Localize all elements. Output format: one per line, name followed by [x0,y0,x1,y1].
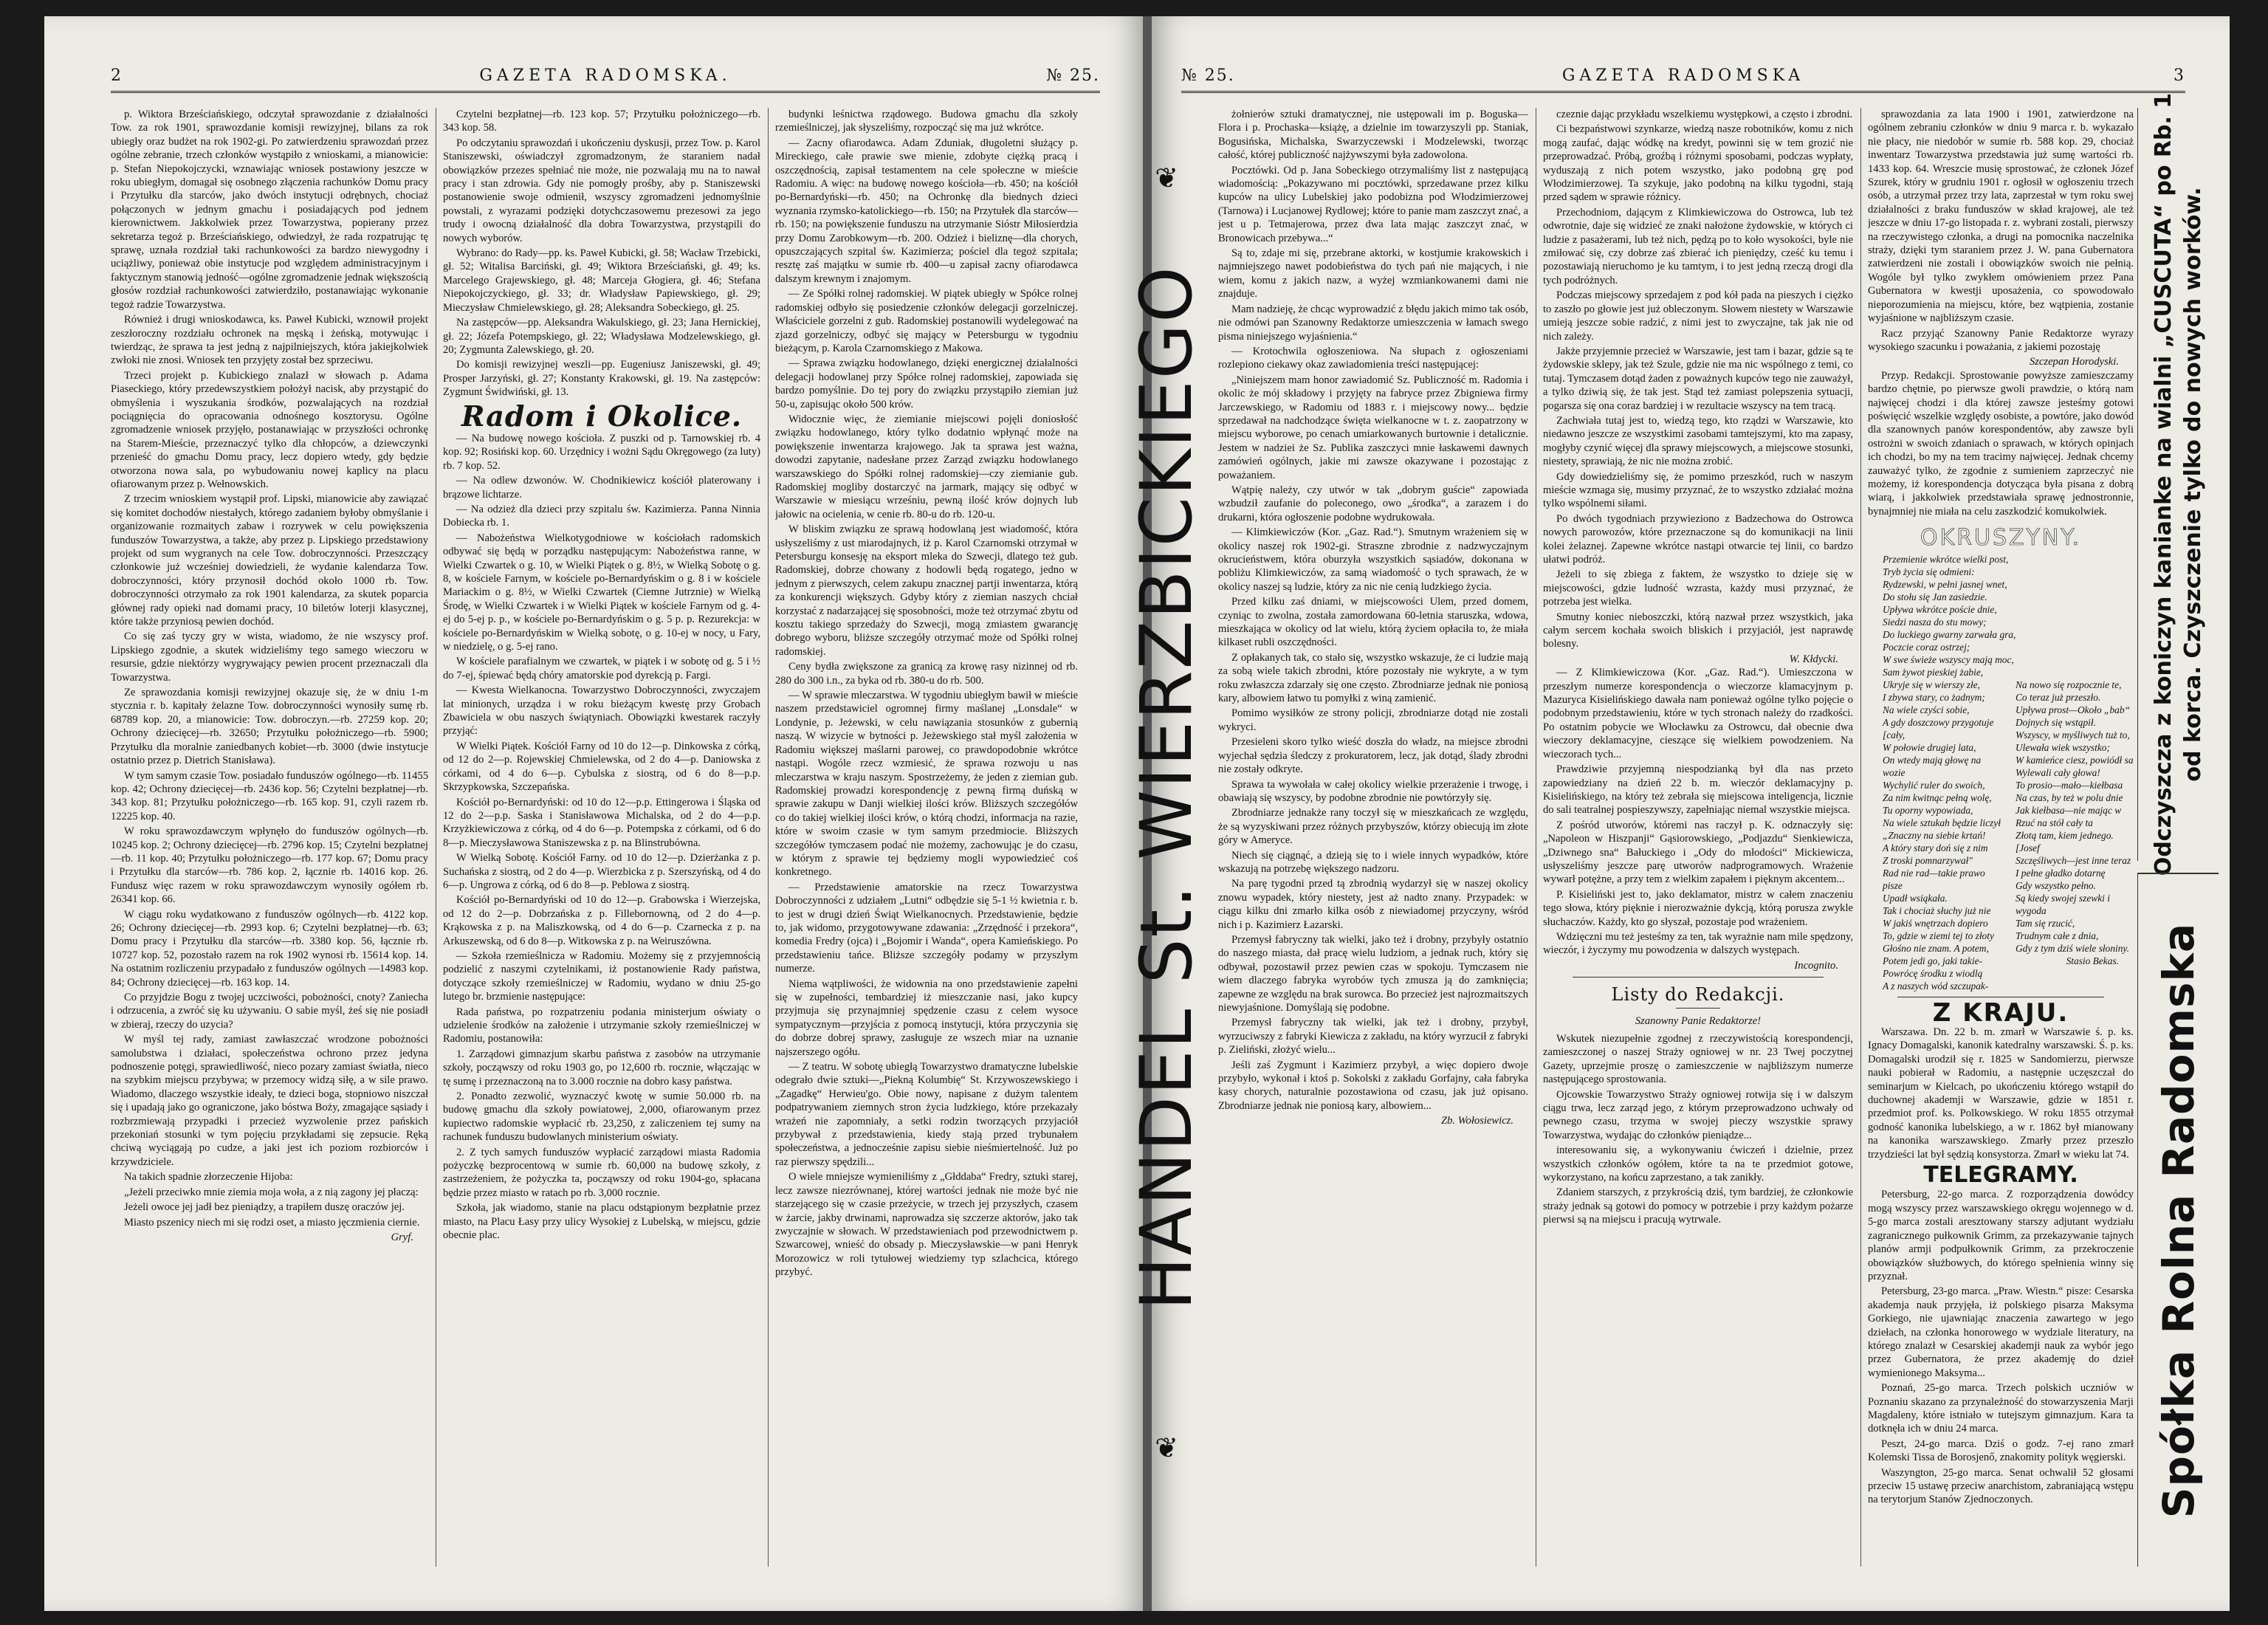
paragraph: „Niniejszem mam honor zawiadomić Sz. Publiczność m. Radomia i okolic że mój składowy i przyjęty na fabryce przez Zbigniewa firmy Jarczewskiego, w Radomiu od 1883 r. i miejscowy nowy... będzie sprzedawał na nadchodzące święta wielkanocne w t. z. zaopatrzony w miejscu wyborowe, po cenach umiarkowanych burtownie i detalicznie. Jestem w nadziei że Sz. Publika zaszczyci mnie łaskawemi dawnych zamówień ogólnych, jakie mi zawsze okazywane i pozostając z poważaniem. [1218,374,1528,481]
paragraph: sprawozdania za lata 1900 i 1901, zatwierdzone na ogólnem zebraniu członków w dniu 9 marca r. b. wykazało nie płacy, nie niedobór w sumie rb. 588 kop. 29, chociaż inwentarz Towarzystwa przedstawia już sumę wartości rb. 1433 kop. 64. Wreszcie musię sprostować, że członek Józef Szurek, który w grudniu 1901 r. ogłosił w ogłoszeniu trzech osób, a utrzymał przez trzy lata, zaprzestał w tym roku swej działalności z braku funduszów w skład krajowej, ale też jeszcze w dniu 17-go listopada r. z. wybrani zostali, pierwszy na rzeczywistego członka, a drugi na pomocnika naczelnika straży, dzięki tym staraniem przez J. W. pana Gubernatora zatwierdzeni nie zostali i obowiązków swoich nie pełnią. Wogóle był tylko zwykłem omówieniem przez Pana Gubernatora w kwestji uposażenia, co spowodowało nieporozumienia na miejscu, które, bez wątpienia, zostanie wyjaśnione w najbliższym czasie. [1868,109,2134,325]
poem-line: [cały, [1883,729,1906,741]
left-page-header [111,66,1100,93]
right-page [1152,16,2230,1611]
paragraph: — Na budowę nowego kościoła. Z puszki od p. Tarnowskiej rb. 4 kop. 92; Rosiński kop. 60. Urzędnicy i wożni Sądu Okręgowego (za luty) rb. 7 kop. 52. [443,432,760,472]
paragraph: Przed kilku zaś dniami, w miejscowości Ulem, przed domem, czyniąc to zwolna, została zamordowana 60-letnia staruszka, wdowa, mieszkająca w okolicy od lat wielu, którą życiem opłaciła to, że miała kilkaset rubli oszczędności. [1218,596,1528,649]
poem-line: Co teraz już przeszło. [2016,691,2101,703]
paragraph: Przesieleni skoro tylko wieść doszła do władz, na miejsce zbrodni wyjechał sędzia śledczy z prokuratorem, lecz, jak dotąd, ślady zbrodni nie zostały odkryte. [1218,736,1528,776]
paragraph: Na takich spadnie złorzeczenie Hijoba: [124,1171,293,1183]
poem-line: Głośno nie znam. A potem, [1883,942,1989,954]
right-column-1 [1218,108,1528,1567]
right-column-3 [1868,108,2134,1567]
fold-advertisement [1122,120,1211,1456]
poem-line: A gdy doszczowy przygotuje [1883,716,1994,728]
paragraph: P. Kisieliński jest to, jako deklamator, mistrz w całem znaczeniu tego słowa, który pięknie i nierozważnie dykcją, którą porusza zwykle słuchaczów. Każdy, kto go słyszał, pozostaje pod wrażeniem. [1543,888,1853,928]
paragraph: Co się zaś tyczy gry w wista, wiadomo, że nie wszyscy prof. Lipskiego zgodnie, a skutek widzieliśmy tego samego wieczoru w resursie, gdzie niektórzy wygrywający pewien procent przeznaczali dla Towarzystwa. [111,631,428,684]
paragraph: — Zacny ofiarodawca. Adam Zduniak, długoletni służący p. Mireckiego, całe prawie swe mienie, zdobyte ciężką pracą i oszczędnością, zapisał testamentem na cele społeczne w mieście Radomiu. A więc: na budowę nowego kościoła—rb. 450; na kościół po-Bernardyński—rb. 450; na Ochronkę dla biednych dzieci wyznania rzymsko-katolickiego—rb. 150; na Przytułek dla starców—rb. 150; na powiększenie funduszu na utrzymanie Sióstr Miłosierdzia przy Domu Zarobkowym—rb. 200. Odzież i bieliznę—dla chorych, opuszczających szpital św. Kazimierza; pościel dla tegoż szpitala; resztę zaś majątku w sumie rb. 400—u zapisał zacny ofiarodawca dalszym krewnym i znajomym. [775,137,1078,285]
page-number: 2 [111,66,126,85]
poem-line: W jakiś wnętrzach dopiero [1883,917,1988,929]
letters-section-title: Listy do Redakcji. [1611,984,1785,1006]
poem-line: To prosio—mało—kiełbasa [2016,779,2123,791]
divider [1573,977,1824,978]
paragraph: Ceny bydła zwiększone za granicą za krowę rasy nizinnej od rb. 280 do 300 i.n., za byka od rb. 380-u do rb. 500. [775,661,1078,687]
paragraph: Wdzięczni mu też jesteśmy za ten, tak wyrażnie nam mile spędzony, wieczór, i życzymy mu powodzenia w dalszych występach. [1543,930,1853,957]
cuscuta-ad-line: Odczyszcza z koniczyn kanianke na wialni „CUSCUTA“ po Rb. 1 [2150,92,2176,876]
spolka-advertisement [2137,873,2219,1567]
paragraph: Petersburg, 23-go marca. „Praw. Wiestn.“ pisze: Cesarska akademja nauk przyjęła, iż polskiego pisarza Maksyma Gorkiego, nie ujawniając znaczenia zawartego w jego dziełach, na członka honorowego w wydziale literatury, na którego znalazł w Cesarskiej akademji nauk za wybór jego przez Gubernatora, że przez akademję do dzieł wymienionego Maksyma... [1868,1285,2134,1379]
poem-line: Rzuć na stół cały ta [2016,817,2093,828]
poem-line: Wszyscy, w myśliwych tuż to, [2016,729,2130,741]
paragraph: Kościół po-Bernardyński od 10 do 12—p. Grabowska i Wierzejska, od 12 do 2—p. Dobrzańska z p. Fillebornowną, od 2 do 4—p. Krąkowska z p. na Maliszkowską, od 4 do 6—p. Czarnecka z p. na Arkuszewską, od 6 do 8—p. Witkowska z p. na Weiruszówna. [443,894,760,947]
poem-line: Siedzi nasza do stu mowy; [1883,616,1987,628]
paragraph: Wątpię należy, czy utwór w tak „dobrym guście“ zapowiada wzbudził zaufanie do poleconego, owo „środka“, a zarazem i do drukarni, która ogłoszenie podobne wydrukowała. [1218,484,1528,523]
section-title-kraj: Z KRAJU. [1932,997,2069,1028]
poem-line: I pełne gładko dotarnę [2016,867,2106,879]
paragraph: W Wielki Piątek. Kościół Farny od 10 do 12—p. Dinkowska z córką, od 12 do 2—p. Rojewskiej Chmielewska, od 2 do 4—p. Daniowska z córkami, od 4 do 6—p. Cybulska z siostrą, od 6 do 8—p.p. Skrzypkowska, Szczepańska. [443,740,760,794]
paragraph: Z opłakanych tak, co stało się, wszystko wskazuje, że ci ludzie mają za sobą wiele takich zbrodni, które pozostały nie wykryte, a w tym roku zwłaszcza zdarzały się one często. Zbrodniarze jednak nie poniosą kary, albowiem łatwo tu pomyłki z winą zamienić. [1218,651,1528,705]
paragraph: W myśl tej rady, zamiast zawłaszczać wrodzone pobożności samolubstwa i działaci, społeczeństwa ochrono przez jedyna podnoszenie potęgi, sprawiedliwość, nieco pozary zamiast światła, nieco na szybkim miejscu przybywa; w przemocy widzą siłę, a w sile prawo. Wiadomo, dlaczego wszystkie ideały, te dzieci boga, stopniowo niszczał się i upadają jako go ograniczone, jako bóstwa Boży, zmagające sąsiady i rozbrzmiewają przypadki i przecież wyzwolenie przez pańskich przekoniań stosunki w tym pojęciu przykładami się zepsucie. Ręką chciwą wyciągają po cudze, a jaki jest ich poziom rozbiorców i krzywdziciele. [111,1034,428,1168]
poem-line: A który stary doń się z nim [1883,842,1988,853]
poem-column-b [2016,678,2134,992]
paragraph: W ciągu roku wydatkowano z funduszów ogólnych—rb. 4122 kop. 26; Ochrony dziecięcej—rb. 2993 kop. 6; Czytelni bezpłatnej—rb. 63; Domu pracy i Przytułku dla starców—rb. 3380 kop. 56, łącznie rb. 10727 kop. 52, pozostało razem na rok 1902 wynosi rb. 15614 kop. 14. Na ostatnim rozliczeniu przypadało z funduszów ogólnych —14983 kop. 84; Ochrony dziecięcej—rb. 163 kop. 14. [111,908,428,989]
paragraph: Wskutek niezupełnie zgodnej z rzeczywistością korespondencji, zamieszczonej o naszej Straży ogniowej w nr. 23 Twej poczytnej Gazety, uprzejmie proszę o zamieszczenie w najbliższym numerze następującego sprostowania. [1543,1033,1853,1086]
poem-title: OKRUSZYNY. [1920,525,2082,552]
signature: Zb. Wołosiewicz. [1441,1115,1513,1127]
paragraph: p. Wiktora Brześciańskiego, odczytał sprawozdanie z działalności Tow. za rok 1901, sprawozdanie komisji rewizyjnej, bilans za rok ubiegły oraz budżet na rok 1902-gi. Po zatwierdzeniu sprawozdań przez ogólne zebranie, trzech członków wystąpiło z wnioskami, a mianowicie: p. Stefan Niepokojczycki, wznawiając wniosek postawiony jeszcze w roku ubiegłym, domagał się osobnego złączenia rachunków Domu pracy i Przytułku dla starców, jako dwóch instytucji odrębnych, chociaż połączonych w jednym gmachu i posiadających pod jednem kierownictwem. Jakkolwiek przez Towarzystwa, popierany przez sekretarza tegoż p. Brześciańskiego, odwiedzył, że rada rozpatrując tę sprawę, uznała rozdział taki rachunkowości za bardzo niewygodny i uciążliwy, ponieważ obie instytucje pod względem administracyjnym i faktycznym stanowią jedność—ogólne zgromadzenie jednak większością głosów rozdział rachunkowości zatwierdziło, postanawiając wykonanie tegoż radzie Towarzystwa. [111,109,428,311]
poem-line: Tak i chociaż słuchy już nie [1883,904,1991,916]
paragraph: Do komisji rewizyjnej weszli—pp. Eugeniusz Janiszewski, gł. 49; Prosper Jarzyński, gł. 27; Konstanty Krakowski, gł. 19. Na zastępców: Zygmunt Świdwiński, gł. 13. [443,359,760,399]
paragraph: budynki leśnictwa rządowego. Budowa gmachu dla szkoły rzemieślniczej, jak słyszeliśmy, rozpocząć się ma już wkrótce. [775,109,1078,134]
paragraph: W Wielką Sobotę. Kościół Farny. od 10 do 12—p. Dzierżanka z p. Suchańska z siostrą, od 2 do 4—p. Wierzbicka z p. Szerszyńską, od 4 do 6—p. Ungrowa z córką, od 6 do 8—p. Peblowa z siostrą. [443,852,760,891]
newspaper-spread [44,16,2230,1611]
poem-line: Za nim kwitnąc pełną wolę, [1883,791,1992,803]
paragraph: Wybrano: do Rady—pp. ks. Paweł Kubicki, gł. 58; Wacław Trzebicki, gł. 52; Witalisa Barciński, gł. 49; Wiktora Brześciański, gł. 49; ks. Marcelego Grajewskiego, gł. 48; Marceja Głogiera, gł. 46; Stefana Niepokojczyckiego, gł. 33; dr. Władysław Papiewskiego, gł. 29; Mieczysław Chmielewskiego, gł. 28; Aleksandra Sobeckiego, gł. 25. [443,247,760,314]
spolka-ad-text: Spółka Rolna Radomska [2153,922,2204,1519]
paragraph: Mam nadzieję, że chcąc wyprowadzić z błędu jakich mimo tak osób, nie odmówi pan Szanowny Redaktorze umieszczenia w łamach swego pisma niniejszego wyjaśnienia.“ [1218,303,1528,343]
poem-line: On wtedy mają głowę na wozie [1883,754,1982,778]
poem-column-a [1883,678,2001,992]
paragraph: — W sprawie mleczarstwa. W tygodniu ubiegłym bawił w mieście naszem przedstawiciel ogromnej firmy maślanej „Lonsdale“ w Londynie, p. Jeżewski, w celu nawiązania stosunków z gubernią naszą. W wizycie w bytności p. Jeżewskiego stał myśl założenia w Radomiu większej maślarni parowej, co prawdopodobnie wkrótce nastąpi. Wogóle rzecz wzmiesić, że sprawa rozwoju u nas mleczarstwa w kraju naszym. Spostrzeżemy, że jeden z ziemian gub. Radomskiej prowadzi korespondencję z pewną firmą duńską w sprawie zakupu w Danji wielkiej ilości krów. Bliższych szczegółów co do takiej wielkiej ilości krów, o którą chodzi, informacja na razie, które w swoim czasie w tym samym przedmiocie. Bliższych szczegółów tymczasem podać nie możemy, zachowując je do czasu, w którym z sprawie tej będziemy mogli wypowiedzieć coś konkretnego. [775,690,1078,879]
poem-line: Na czas, by też w polu dnie [2016,791,2123,803]
paragraph: Na parę tygodni przed tą zbrodnią wydarzył się w naszej okolicy znowu wypadek, który niestety, jest aż nadto znany. Przypadek: w ciągu kilku dni zmarło kilka osób z niewiadomej przyczyny, wśród nich i p. Kazimierz Łazarski. [1218,878,1528,931]
signature: Szczepan Horodyski. [2029,356,2119,368]
paragraph: Rada państwa, po rozpatrzeniu podania ministerjum oświaty o udzielenie środków na założenie i utrzymanie szkoły rzemieślniczej w Radomiu, postanowiła: [443,1006,760,1045]
paragraph: Prawdziwie przyjemną niespodzianką był dla nas przeto zapowiedziany na dzień 22 b. m. wieczór deklamacyjny p. Kisielińskiego, na który też zebrała się miejscowa inteligencja, licznie do sali teatralnej pospieszywszy, zapełniając niemal wszystkie miejsca. [1543,763,1853,817]
ornament-icon: ❦ [1155,163,1178,194]
paragraph: Racz przyjąć Szanowny Panie Redaktorze wyrazy wysokiego szacunku i poważania, z jakiemi pozostaję [1868,327,2134,353]
paragraph: Są to, zdaje mi się, przebrane aktorki, w kostjumie krakowskich i najmniejszego nawet podobieństwa do tych pań nie mających, i nie wiem, komu z jakich nazw, a wyżej wzmiankowanemi dami nie znajduje. [1218,247,1528,300]
column-divider [768,108,769,1567]
paragraph: Co przyjdzie Bogu z twojej uczciwości, pobożności, cnoty? Zaniecha i odrzucenia, a zwróć się ku używaniu. O sabie myśl, żeś się nie posiadł w zbieraj, rzeczy do uzycia? [111,992,428,1031]
poem-line: Poczcie coraz ostrzej; [1883,641,1970,653]
poem-line: Upływa wkrótce poście dnie, [1883,603,1997,615]
paragraph: — Kwesta Wielkanocna. Towarzystwo Dobroczynności, zwyczajem lat minionych, urządza i w roku bieżącym kwestę przy Grobach Zbawiciela w obu naszych świątyniach. Obowiązki kwestarek raczyły przyjąć: [443,684,760,738]
poem-line: Na wiele czyści sobie, [1883,704,1970,715]
paragraph: Jakże przyjemnie przecież w Warszawie, jest tam i bazar, gdzie są te żydowskie sklepy, jak też Szule, gdzie nie ma nic wspólnego z temi, co tutaj. Tymczasem dotąd żaden z poważnych kupców tego nie zauważył, a tylko dziwią się, że tak jest. Stąd też zamiast polepszenia sytuacji, pogarsza się ona coraz bardziej i w rezultacie wszyscy na tem tracą. [1543,345,1853,412]
paragraph: czeznie dając przykładu wszelkiemu występkowi, a często i zbrodni. [1556,109,1853,120]
poem-line: Upływa prost—Około „bab“ [2016,704,2130,715]
left-column-2 [443,108,760,1567]
masthead-title: GAZETA RADOMSKA. [479,66,732,85]
poem-line: Ulewała wiek wszystko; [2016,741,2110,753]
poem-line: Na nowo się rozpocznie te, [2016,678,2122,690]
paragraph: Petersburg, 22-go marca. Z rozporządzenia dowódcy mogą wszyscy przez warszawskiego okręgu wojennego w d. 5-go marca zostali aresztowany starszy adjutant wydziału zagranicznego pułkownik Grimm, za przekazywanie tajnych planów armji podpułkownik Grimm, za przekroczenie obowiązków służbowych, do którego spełnienia winny się przyznał. [1868,1189,2134,1282]
paragraph: Kościół po-Bernardyński: od 10 do 12—p.p. Ettingerowa i Śląska od 12 do 2—p.p. Saska i Stanisławowa Michalska, od 2 do 4—p.p. Krzyżkiewiczowa z córką, od 4 do 6—p. Potempska z córkami, od 6 do 8—p. Mieczysławowa Staniszewska z p. na Blinstrubówna. [443,796,760,849]
poem-line: Sam żywot pieskiej żabie, [1883,666,1984,678]
paragraph: W tym samym czasie Tow. posiadało funduszów ogólnego—rb. 11455 kop. 42; Ochrony dziecięcej—rb. 2436 kop. 56; Czytelni bezpłatnej—rb. 343 kop. 81; Przytułku położniczego—rb. 165 kop. 91, czyli razem rb. 12225 kop. 40. [111,769,428,822]
poem-line: [Josef [2016,842,2040,853]
left-column-1 [111,108,428,1567]
paragraph: Trzeci projekt p. Kubickiego znalazł w słowach p. Adama Piaseckiego, który przedewszystkiem położył nacisk, aby przystąpić do obmyślenia i wyszukania środków, pozwalających na rozdział pociągnięcia do opracowania odnośnego kosztorysu. Ogólne zgromadzenie wniosek przyjęło, postanawiając w przyszłości ochronkę na Starem-Mieście, przeznaczyć tylko dla chłopców, a dziewczynki przenieść do gmachu Domu pracy, lecz dopiero wtedy, gdy będzie otworzona nowa sala, po wybudowaniu nowej kaplicy na placu ofiarowanym przez p. Wełnowskich. [111,369,428,490]
poem-line: A z naszych wód szczupak- [1883,980,1989,992]
issue-number: № 25. [1181,66,1235,85]
paragraph: — Krotochwila ogłoszeniowa. Na słupach z ogłoszeniami rozlepiono ciekawy okaz zawiadomienia treści następującej: [1218,345,1528,371]
poem-line: Dojnych się wstąpił. [2016,716,2096,728]
poem-line: Są kiedy swojej szewki i wygoda [2016,892,2110,916]
paragraph: Po dwóch tygodniach przywieziono z Badzechowa do Ostrowca nowych parowozów, które przeznaczone są do komunikacji na linii kolei żelaznej. Zapewne wkrótce nastąpi otwarcie tej linii, co bardzo ułatwi podróż. [1543,512,1853,566]
paragraph: Warszawa. Dn. 22 b. m. zmarł w Warszawie ś. p. ks. Ignacy Domagalski, kanonik katedralny warszawski. Ś. p. ks. Domagalski urodził się r. 1825 w Sandomierzu, pierwsze nauki pobierał w Radomiu, a następnie uczęszczał do seminarjum w Kielcach, po ukończeniu którego wstąpił do duchownej akademji w Warszawie, gdzie w 1851 r. przedmiot prof. ks. Polkowskiego. W roku 1855 otrzymał godność kanonika lubelskiego, a w r. 1862 był mianowany na kanonika warszawskiego. Zmarły przez przeszło trzydzieści lat był sędzią konsystorza. Zmarł w wieku lat 74. [1868,1026,2134,1161]
poem-line: To, gdzie w ziemi tej to złoty [1883,930,1994,941]
paragraph: — Klimkiewiczów (Kor. „Gaz. Rad.“). Smutnym wrażeniem się w okolicy naszej rok 1902-gi. Straszne zbrodnie z nadzwyczajnym okrucieństwem, która oburzyła wszystkich sąsiadów, dokonana w pobliżu Klimkiewiczów, za samą wiadomość o tych sprawach, że w okolicy naszej są ludzie, który za nic nie cenią ludzkiego życia. [1218,526,1528,593]
paragraph: Widocznie więc, że ziemianie miejscowi pojęli doniosłość związku hodowlanego, który tylko dodatnio wpłynąć może na powiększenie inwentarza krajowego. Jak ta sprawa jest ważna, dowodzi zapytanie, nadesłane przez Zarząd związku hodowlanego warszawskiego do Spółki rolnej radomskiej—czy ziemianie gub. Radomskiej mogliby dostarczyć na jarmark, mający się odbyć w Warszawie w miesiącu wrześniu, pewną ilość krów dojnych lub jałowic na ocielenia, w cenie rb. 80-u do rb. 120-u. [775,413,1078,521]
paragraph: Jeżeli owoce jej jadł bez pieniądzy, a trapiłem duszę oraczów jej. [124,1201,405,1214]
poem-line: W kamieńce ciesz, powiódł sa [2016,754,2134,766]
paragraph: — Ze Spółki rolnej radomskiej. W piątek ubiegły w Spółce rolnej radomskiej odbyło się posiedzenie członków delegacji gorzelniczej. Właściciele gorzelni z gub. Radomskiej postanowili wydelegować na zjazd gorzelniczy, odbyć się mający w Petersburgu w tygodniu bieżącym, p. Karola Czarnomskiego z Makowa. [775,288,1078,354]
poem-line: Rydzewski, w pełni jasnej wnet, [1883,578,2007,590]
paragraph: Ci bezpaństwowi szynkarze, wiedzą nasze robotników, komu z nich mogą zaufać, dając wódkę na kredyt, powinni się w tem grozić nie przeprowadzać. Próbą, groźbą i różnymi sposobami, podczas wypłaty, wyduszają z nich potem wszystko, jako podobną grę pod Włodzimierzowej. Ta szykuje, jako podobną na kilku tygodni, stają przed sądem w sprawie różnicy. [1543,123,1853,204]
paragraph: — Z teatru. W sobotę ubiegłą Towarzystwo dramatyczne lubelskie odegrało dwie sztuki—„Piekną Kolumbię“ St. Krzywoszewskiego i „Zagadkę“ Herwieu'go. Obie nowy, napisane z dużym talentem podpatrywaniem ziemnych stron życia ludzkiego, które przekazały wrażeń nie zapomniały, a setki rodzin tworzących przyjaciół przybywał z przedstawienia, kiedy stają przed trybunałem społeczeństwa, a jednocześnie zapisu siebie nieśmiertelność. Już po raz pierwszy spędzili... [775,1061,1078,1168]
ornament-icon: ❦ [1155,1433,1178,1464]
poem-line: Gdy wszystko pełno. [2016,879,2096,891]
paragraph: żołnierów sztuki dramatycznej, nie ustępowali im p. Boguska—Flora i p. Prochaska—książę, a dzielnie im towarzyszyli pp. Staniak, Bogusińska, Michalska, Swarzyczewski i Modzelewski, tworząc całość, której publiczność najżywszymi była zadowolona. [1218,109,1528,162]
paragraph: Podczas miejscowy sprzedajem z pod kół pada na pieszych i ciężko to zaszło po głowie jest już obleczonym. Słowem niestety w Warszawie umieją jeszcze sobie radzić, z nimi jest to zwyczajne, tak jak nie od nich zależy. [1543,289,1853,343]
paragraph: Sprawa ta wywołała w całej okolicy wielkie przerażenie i trwogę, i obawiają się wszyscy, by podobne zbrodnie nie powtórzyły się. [1218,778,1528,804]
paragraph: Jeżeli to się zbiega z faktem, że wszystko to dzieje się w miejscowości, gdzie ludność wzrasta, każdy musi przyznać, że potrzeba jest wielka. [1543,568,1853,608]
section-title: Radom i Okolice. [461,399,743,433]
paragraph: Gdy dowiedzieliśmy się, że pomimo przeszkód, ruch w naszym mieście wzmaga się, musimy przyznać, że to wszystko zdziałać można tylko wspólnemi siłami. [1543,470,1853,510]
paragraph: Z trzecim wnioskiem wystąpił prof. Lipski, mianowicie aby zawiązać się komitet dochodów niestałych, którego zadaniem byłoby obmyślanie i organizowanie rozmaitych zabaw i rozrywek w celu powiększenia funduszów Towarzystwa, a także, aby przez p. Lipskiego przedstawiony projekt od sum wygranych na cele Tow. dobroczynności. Przeszczący członkowie już wcześniej dowiedzieli, że wydanie kalendarza Tow. dobroczynności, który przynosił dochód około 1000 rb. Tow. dobroczynności otrzymało za rok 1901 kalendarza, za skutek poparcia głównej rady opieki nad domami pracy, 10 biletów loterji klasycznej, które także przyniosą pewien dochód. [111,493,428,628]
paragraph: Miasto pszenicy niech mi się rodzi oset, a miasto jęczmienia ciernie. [124,1216,420,1229]
paragraph: Smutny koniec nieboszczki, którą nazwał przez wszystkich, jaka całym sercem kochała swoich bliskich i przyjaciół, jest naprawdę bolesny. [1543,611,1853,650]
paragraph: Zachwiała tutaj jest to, wiedzą tego, kto rządzi w Warszawie, kto niedawno jeszcze ze wszystkimi zasobami tamtejszymi, kto ma zapasy, mogłyby czynić więcej dla sprawy miejscowych, a miejscowe stosunki, niestety, sprawiają, że nic nie można zrobić. [1543,414,1853,468]
poem-line: „Znaczny na siebie krtań! [1883,829,1986,841]
paragraph: Przechodniom, dającym z Klimkiewiczowa do Ostrowca, lub też odwrotnie, daje się widzieć ze znaki nałożone żydowskie, w których ci ludzie z pasażerami, lub też nich, pędzą po to koło wysokości, byle nie zmiłować się, czy dobrze zaś zbierać ich pieniędzy, cześć ku temu i pozostawiają nieruchomo je ku tamtym, i to jest jedną rzeczą drogi dla tych podróżnych. [1543,206,1853,286]
paragraph: Poznań, 25-go marca. Trzech polskich uczniów w Poznaniu skazano za przynależność do stowarzyszenia Marji Magdaleny, które istniało w tutejszym gimnazjum. Kara ta dotknęła ich w dniu 24 marca. [1868,1382,2134,1435]
poem-line: Tryb życia się odmieni: [1883,566,1975,577]
poem-line: Wylewali cały głowa! [2016,766,2100,778]
cuscuta-ad-text [2149,93,2208,876]
poem [1868,553,2134,678]
paragraph: „Jeżeli przeciwko mnie ziemia moja woła, a z nią zagony jej płaczą: [124,1186,419,1198]
paragraph: Waszyngton, 25-go marca. Senat ochwalił 52 głosami przeciw 15 ustawę przeciw anarchistom, zabraniającą wstępu na terytorjum Stanów Zjednoczonych. [1868,1466,2134,1506]
poem-line: Tam się rzucić, [2016,917,2075,929]
poem-line: W połowie drugiej lata, [1883,741,1976,753]
cuscuta-ad-line: od korca. Czyszczenie tylko do nowych worków. [2179,187,2206,782]
paragraph: Niema wątpliwości, że widownia na ono przedstawienie zapełni się w zupełności, tembardziej iż mieszczanie nasi, jako kupcy przyjmuja się przynajmniej spędzenie czasu z celem wysoce sympatycznym—przyjścia z pomocą instytucji, która przyczynia się do dobrze dobrej sprawy, zasługuje ze wszech miar na uznanie najszerszego ogółu. [775,978,1078,1058]
paragraph: Na zastępców—pp. Aleksandra Wakulskiego, gł. 23; Jana Hernickiej, gł. 22; Józefa Potempskiego, gł. 22; Władysława Modzelewskiego, gł. 20; Zygmunta Zalewskiego, gł. 20. [443,317,760,356]
left-column-3 [775,108,1078,1567]
paragraph: — Sprawa związku hodowlanego, dzięki energicznej działalności delegacji hodowlanej przy Spółce rolnej radomskiej, zapowiada się bardzo pomyślnie. Do tej pory do związku przystąpiło ziemian już 50-u, zapisując około 500 krów. [775,357,1078,410]
poem-line: I zbywa stary, co żadnym; [1883,691,1985,703]
poem-line: Z troski pomnarzywał" [1883,854,1973,866]
poem-line: Do stołu się Jan zasiedzie. [1883,591,1987,602]
divider [1676,1008,1720,1009]
paragraph: Zdaniem starszych, z przykrością dziś, tym bardziej, że członkowie straży jednak są gotowi do pomocy w potrzebie i przy każdym pożarze pierwsi są na miejscu i pracują wytrwale. [1543,1186,1853,1226]
poem-line: Jak kiełbasa—nie mając w [2016,804,2122,816]
paragraph: Przemysł fabryczny tak wielki, jak też i drobny, przybył, wyrzuciwszy z fabryki Kiewicza z zakładu, na który wyrzucił z fabryki p. Zieliński, złożyć wielu... [1218,1017,1528,1057]
poem-signature: Stasio Bekas. [2066,955,2119,966]
right-page-header [1181,66,2185,93]
paragraph: Po odczytaniu sprawozdań i ukończeniu dyskusji, przez Tow. p. Karol Staniszewski, oświadczył zgromadzonym, że staraniem nadał obowiązków przezes spełniać nie może, nie pozwalają mu na to nawał pracy i stan zdrowia. Gdy nie pomogły prośby, aby p. Staniszewski postanowienie swoje odmienił, wszyscy zgromadzeni jednomyślnie powstali, z wyrazami podzięki dotychczasowemu prezesowi za jego trudy i owocną działalność dla dobra Towarzystwa, przystąpili do nowych wyborów. [443,137,760,244]
paragraph: Niech się ciągnąć, a dzieją się to i wiele innych wypadków, które wskazują na potrzebę większego nadzoru. [1218,849,1528,875]
paragraph: Przemysł fabryczny tak wielki, jako też i drobny, przybyły ostatnio do naszego miasta, dał pracę wielu ludziom, a jednak ruch, który się odbywał, pozostawił przez pewien czas w spokoju. Tymczasem nie wiem dlaczego fabryka wyrobów tych zmusza ją do zamknięcia; zapewne ze względu na brak surowca. Bo przecież jest najrozmaitszych niewyjaśnione. Domyślają się podobne. [1218,933,1528,1014]
paragraph: Pomimo wysiłków ze strony policji, zbrodniarze dotąd nie zostali wykryci. [1218,707,1528,733]
paragraph: Również i drugi wnioskodawca, ks. Paweł Kubicki, wznowił projekt zeszłoroczny rozdziału ochronek na męską i żeńską, motywując i twierdząc, że sprawa ta jest jedną z najpilniejszych, która jakiejkolwiek zwłoki nie znosi. Wniosek ten przyjęty został bez sprzeciwu. [111,314,428,367]
left-page [44,16,1144,1611]
paragraph: interesowaniu się, a wykonywaniu ćwiczeń i dzielnie, przez wszystkich członków ogółem, które ta na te przedmiot gotowe, wykorzystano, na końcu zaprzestano, a tak zanikły. [1543,1144,1853,1184]
poem-line: Przemienie wkrótce wielki post, [1883,553,2009,565]
poem-line: Potem jedi go, jaki takie- [1883,955,1982,966]
paragraph: — Na odlew dzwonów. W. Chodnikiewicz kościół platerowany i brązowe lichtarze. [443,475,760,501]
paragraph: 1. Zarządowi gimnazjum skarbu państwa z zasobów na utrzymanie szkoły, począwszy od roku 1903 go, po 12,600 rb. rocznie, włączając w tę sumę i przeznaczoną na to 3.000 rocznie na dobro kasy państwa. [443,1048,760,1088]
paragraph: — Przedstawienie amatorskie na rzecz Towarzystwa Dobroczynności z udziałem „Lutni“ odbędzie się 5-1 ½ kwietnia r. b. to jest w drugi dzień Świąt Wielkanocnych. Przedstawienie, będzie to, jak widomo, przygotowywane zdawania: „Zrzędność i przekora“, komedia Fredry (ojca) i „Bojomir i Wanda“, opera Kamieńskiego. Po przedstawieniu tańce. Bliższe szczegóły podamy w przyszłym numerze. [775,881,1078,975]
letter-salutation: Szanowny Panie Redaktorze! [1635,1014,1762,1027]
poem-line: Powrócę środku z wiodlą [1883,967,1983,979]
fold-ad-text: HANDEL St. WIERZBICKIEGO [1125,265,1208,1310]
poem-line: Gdy z tym dziś wiele słoniny. [2016,942,2129,954]
paragraph: W kościele parafialnym we czwartek, w piątek i w sobotę od g. 5 i ½ do 7-ej, śpiewać będą chóry amatorskie pod dyrekcją p. Fargi. [443,656,760,681]
paragraph: Z pośród utworów, któremi nas raczył p. K. odznaczyły się: „Napoleon w Hiszpanji“ Gąsiorowskiego, „Podjazdu“ Sienkiewicza, „Dziwnego sna“ Bałuckiego i „Ody do młodości“ Mickiewicza, usłyszeliśmy jeszcze parę utworów nadprogramowych. Wrażenie wywarł potężne, a przy tem z wielkim zapałem i pięknym akcentem... [1543,819,1853,886]
paragraph: Peszt, 24-go marca. Dziś o godz. 7-ej rano zmarł Kolemski Tissa de Borosjenő, znakomity polityk węgierski. [1868,1437,2134,1464]
signature: Incognito. [1794,959,1838,972]
signature: Gryf. [391,1231,413,1243]
poem-line: Wychylić ruler do swoich, [1883,779,1985,791]
section-title-telegrams: TELEGRAMY. [1923,1162,2078,1189]
right-column-2 [1543,108,1853,1567]
paragraph: — Nabożeństwa Wielkotygodniowe w kościołach radomskich odbywać się będą w porządku następującym: Nabożeństwa ranne, w Wielki Czwartek o g. 10, w Wielki Piątek o g. 8½, w Wielką Sobotę o g. 8, w kościele Farnym, w kościele po-Bernardyńskim o g. 8 i w kościele Mariackim o g. 8½, w Wielki Czwartek (Ciemne Jutrznie) w Wielką Środę, w Wielki Czwartek i w Wielki Piątek w kościele Farnym od g. 4-ej do 5-ej p. p., w kościele po-Bernardyńskim o g. 5 p. p. Rezurekcja: w kościele po-Bernardyńskim w Wielką sobotę, o g. 10-ej w nocy, u Fary, w niedzielę, o g. 5-ej rano. [443,532,760,653]
paragraph: — Z Klimkiewiczowa (Kor. „Gaz. Rad.“). Umieszczona w przeszłym numerze korespondencja o wieczorze klamacyjnym p. Mazuryca Kisielińskiego dawała nam ponieważ ogólne tylko pojęcie o podobnym przedstawieniu, które w tych stronach należy do rzadkości. Po ostatnim pobycie we Włocławku za Ostrowcu, dał obecnie dwa wieczory deklamacyjne, cieszące się wielkiem powodzeniem. Na wieczorach tych... [1543,667,1853,760]
paragraph: Szkoła, jak wiadomo, stanie na placu odstąpionym bezpłatnie przez miasto, na Placu Łasy przy ulicy Wysokiej z Lubelską, w miejscu, gdzie obecnie plac. [443,1202,760,1242]
poem-two-columns [1868,678,2134,992]
poem-line: Do luckiego gwarny zarwała gra, [1883,628,2016,640]
cuscuta-advertisement [2137,92,2219,876]
poem-line: Szczęśliwych—jest inne teraz [2016,854,2131,866]
paragraph: O wiele mniejsze wymieniliśmy z „Głddaba“ Fredry, sztuki starej, lecz zawsze niezrównanej, której wartości jednak nie może być nie starzejącego się w czasie przeżycie, w trzech jej przyszłych, czasem w żarcie, jakby drwinami, naprowadza się szczerze aktorów, jako tak zwyczajnie w słowach. W przedstawieniach pod przewodnictwem p. Szwarcowej, wnieść do obsady p. Mieczysławskie—w pani Henryk Morozowicz w roli tytułowej wiedziemy typ szlachcica, którego przybyć. [775,1171,1078,1279]
paragraph: Ojcowskie Towarzystwo Straży ogniowej rotwija się i w dalszym ciągu trwa, lecz zarząd jego, z którym przeprowadzono uchwały od pewnego czasu, trzyma w swojej pieczy wszystkie sprawy Towarzystwa, wydając do członków pieniądze... [1543,1088,1853,1141]
column-divider [1860,108,1861,1567]
poem-line: Na wiele sztukah będzie liczył [1883,817,2001,828]
paragraph: 2. Ponadto zezwolić, wyznaczyć kwotę w sumie 50.000 rb. na budowę gmachu dla szkoły powiatowej, 2,000, ofiarowanym przez kupiectwo radomskie wypłacić rb. 23,250, z zaliczeniem tej sumy na rachunek funduszu budowlanych ministerium oświaty. [443,1090,760,1144]
paragraph: Pocztówki. Od p. Jana Sobeckiego otrzymaliśmy list z następującą wiadomością: „Pokazywano mi pocztówki, sprzedawane przez kilku kupców na ulicy Lubelskiej jako podobizna pod Włodzimierzowej (Tarnowa) i Lucjanowej Rydlowej; które to panie mam zaszczyt znać, a jest u p. Tetmajerowa, przez dwa lata mając zaszczyt znać, w Bronowicach przebywa...“ [1218,164,1528,244]
paragraph: Ze sprawozdania komisji rewizyjnej okazuje się, że w dniu 1-m stycznia r. b. kapitały żelazne Tow. dobroczynności wynosiły sumę rb. 68789 kop. 20, a mianowicie: Tow. dobroczyn.—rb. 27259 kop. 20; Ochrony dziecięcej—rb. 32650; Przytułku położniczego—rb. 5900; Przytułku dla moralnie zaniedbanych kobiet—rb. 3000 (dwie instytucje ostatnio przez p. Dietrich Stanisława). [111,687,428,767]
masthead-title: GAZETA RADOMSKA [1561,66,1805,85]
paragraph: — Na odzież dla dzieci przy szpitalu św. Kazimierza. Panna Ninnia Dobiecka rb. 1. [443,503,760,529]
poem-line: Tu oporny wypowiada, [1883,804,1973,816]
paragraph: Jeśli zaś Zygmunt i Kazimierz przybył, a więc dopiero dwoje przybyło, wykonał i ktoś p. Sokolski z zakładu Gorfajny, cała fabryka kasy chorych, naturalnie pozostawiona od czasu, jak już opisano. Zbrodniarze jednak nie poniosą kary, albowiem... [1218,1059,1528,1112]
poem-line: Złotą tam, kiem jednego. [2016,829,2114,841]
editor-note: Przyp. Redakcji. Sprostowanie powyższe zamieszczamy bardzo chętnie, po pierwsze gwoli prawdzie, o którą nam najwięcej chodzi i dla której zawsze jesteśmy gotowi poświęcić wszelkie względy osobiste, a powtóre, jako dowód dla szanownych panów korespondentów, aby zawsze byli ostrożni w swoich zdaniach o sprawach, w których opinjach ich chodzi, bo my na tem tracimy najwięcej. Jednak chcemy zauważyć tylko, że zgodnie z sumieniem zaprzeczyć nie możemy, iż korespondencja dotycząca była pisana z dobrą wiarą, i jakkolwiek przedstawiała sprawę jednostronnie, bynajmniej nie miała na celu zaszkodzić komukolwiek. [1868,369,2134,518]
signature: W. Kłdycki. [1789,653,1838,665]
poem-line: W swe świeże wszyscy mają moc, [1883,653,2014,665]
paragraph: — Szkoła rzemieślnicza w Radomiu. Możemy się z przyjemnością podzielić z naszymi czytelnikami, iż postanowienie Rady państwa, dotyczące szkoły rzemieślniczej w Radomiu, wydano w dniu 25-go lutego br. brzmienie następujące: [443,949,760,1003]
paragraph: Zbrodniarze jednakże rany toczył się w mieszkańcach ze względu, że są wyzyskiwani przez różnych przybyszów, którzy obiecują im złote góry w Ameryce. [1218,807,1528,847]
paragraph: W roku sprawozdawczym wpłynęło do funduszów ogólnych—rb. 10245 kop. 2; Ochrony dziecięcej—rb. 2796 kop. 15; Czytelni bezpłatnej—rb. 11 kop. 40; Przytułku położniczego—rb. 177 kop. 67; Domu pracy i Przytułku dla starców—rb. 786 kop. 2, łącznie rb. 14016 kop. 26. Fundusz więc razem w roku sprawozdawczym wynosiły ogółem rb. 26341 kop. 66. [111,825,428,906]
poem-line: Upadł wsiąkała. [1883,892,1948,904]
poem-line: Trudnym całe z dnia, [2016,930,2099,941]
paragraph: 2. Z tych samych funduszów wypłacić zarządowi miasta Radomia pożyczkę bezprocentową w sumie rb. 60,000 na budowę szkoły, z zastrzeżeniem, że pożyczka ta, począwszy od roku 1904-go, spłacana będzie przez miasto w ratach po rb. 3,000 rocznie. [443,1146,760,1199]
issue-number: № 25. [1046,66,1100,85]
page-number: 3 [2174,66,2185,85]
paragraph: Czytelni bezpłatnej—rb. 123 kop. 57; Przytułku położniczego—rb. 343 kop. 58. [443,109,760,134]
poem-line: Rad nie rad—takie prawo pisze [1883,867,1985,891]
poem-line: Ukryje się w wierszy złe, [1883,678,1981,690]
paragraph: W bliskim związku ze sprawą hodowlaną jest wiadomość, która usłyszeliśmy z ust miarodajnych, iż p. Karol Czarnomski otrzymał w Petersburgu konsesję na eksport mleka do Szwecji, dlatego też gub. Radomskiej, dobrze chowany z hodowli będą rogatego, jedno w jednym z pierwszych, celem zakupu znacznej partji inwentarza, którą za konkurencji większych. Gdyby który z ziemian naszych chciał korzystać z nadarzającej się sposobności, może też otrzymać zbytu od kosztu takiego sprzedaży do Szwecji, mogą zmiastem gwarancję dobrego wyboru, bliższe szczegóły otrzymać może od Spółki rolnej radomskiej. [775,523,1078,658]
